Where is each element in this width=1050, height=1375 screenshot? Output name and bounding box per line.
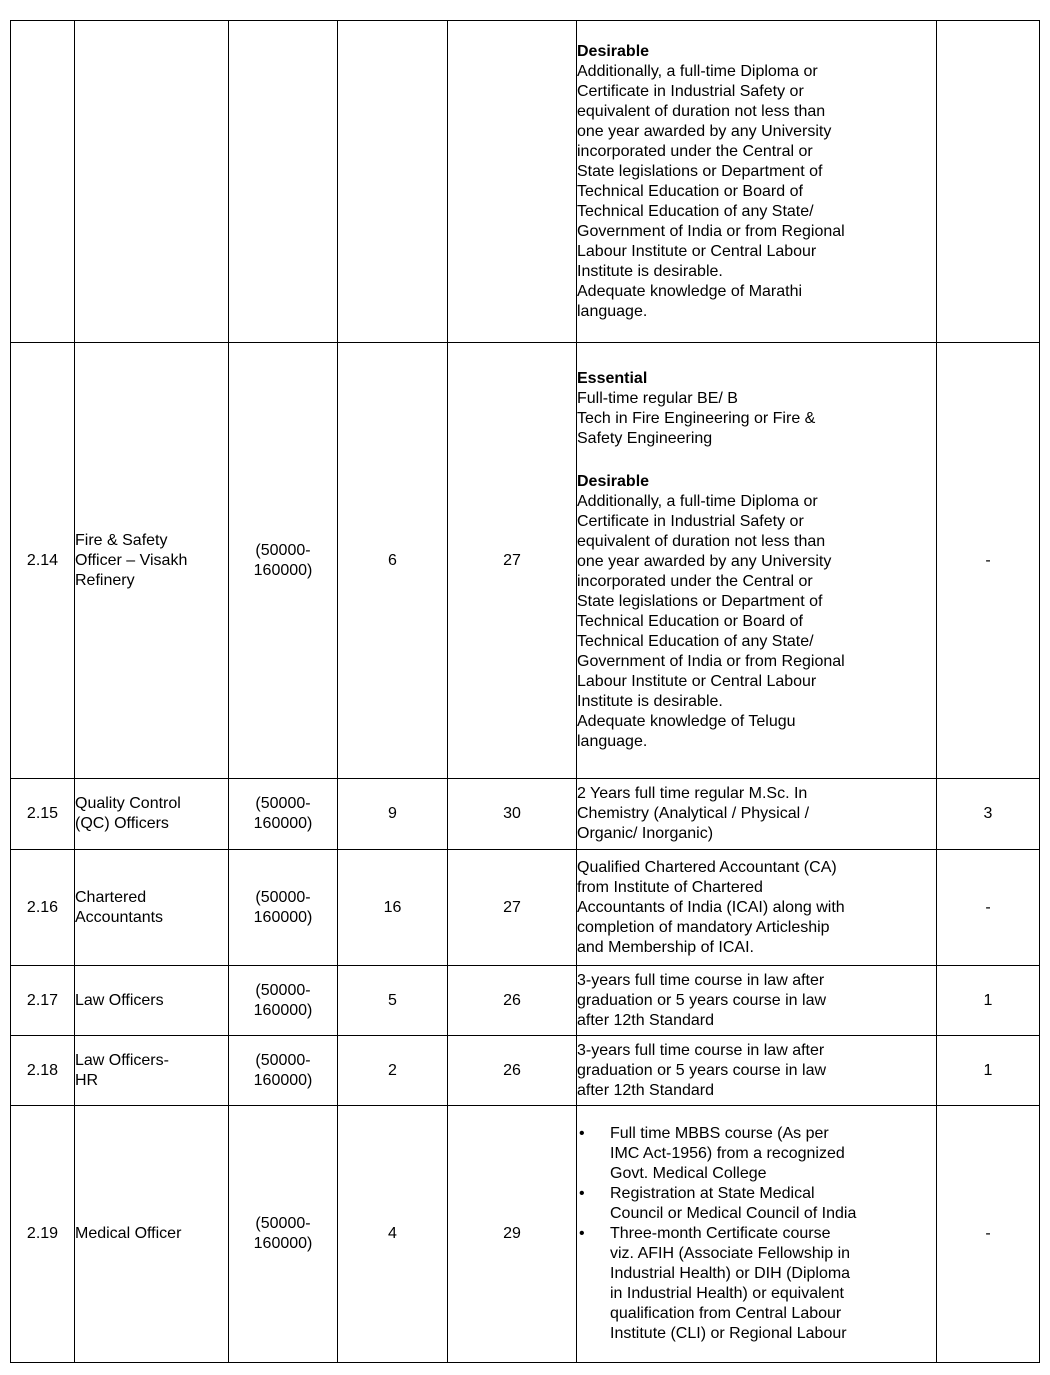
desirable-heading: Desirable xyxy=(577,42,650,60)
table-row xyxy=(11,1106,1040,1363)
qualification-line: completion of mandatory Articleship xyxy=(577,918,830,936)
qualification-line: Government of India or from Regional xyxy=(577,653,845,670)
pay-scale-cell xyxy=(229,21,338,343)
desirable-heading: Desirable xyxy=(577,473,650,490)
qualification-line: equivalent of duration not less than xyxy=(577,533,826,550)
recruitment-table xyxy=(10,20,1040,1363)
table-row xyxy=(11,1036,1040,1106)
experience-cell: - xyxy=(937,1106,1040,1363)
qualification-line: Adequate knowledge of Marathi xyxy=(577,282,803,300)
experience-cell: - xyxy=(937,850,1040,966)
qualification-line: Safety Engineering xyxy=(577,430,713,447)
table-row xyxy=(11,779,1040,850)
qualification-line: Qualified Chartered Accountant (CA) xyxy=(577,858,837,876)
qualification-line: Council or Medical Council of India xyxy=(610,1205,857,1222)
pay-scale-line: (50000- xyxy=(255,795,311,812)
pay-scale-cell xyxy=(229,779,338,850)
vacancies-cell: 16 xyxy=(338,850,448,966)
pay-scale-line: 160000) xyxy=(253,1071,313,1089)
qualification-line: Industrial Health) or DIH (Diploma xyxy=(610,1265,851,1282)
qualification-line: one year awarded by any University xyxy=(577,553,832,570)
qualification-line: one year awarded by any University xyxy=(577,122,832,140)
qualification-line: qualification from Central Labour xyxy=(610,1305,842,1322)
qualification-line: incorporated under the Central or xyxy=(577,142,813,160)
qualification-cell xyxy=(577,779,937,850)
qualification-line: IMC Act-1956) from a recognized xyxy=(610,1145,845,1162)
post-name-line: Medical Officer xyxy=(75,1225,182,1242)
pay-scale-cell xyxy=(229,1036,338,1106)
qualification-line: Accountants of India (ICAI) along with xyxy=(577,898,845,916)
post-name-cell xyxy=(75,779,229,850)
qualification-line: Adequate knowledge of Telugu xyxy=(577,713,796,730)
qualification-line: Technical Education or Board of xyxy=(577,182,803,200)
pay-scale-cell xyxy=(229,343,338,779)
qualification-line: incorporated under the Central or xyxy=(577,573,813,590)
age-limit-cell xyxy=(448,21,577,343)
serial-number-cell: 2.16 xyxy=(11,850,75,966)
pay-scale-cell xyxy=(229,1106,338,1363)
list-item xyxy=(577,1184,936,1224)
qualification-line: equivalent of duration not less than xyxy=(577,102,826,120)
bullet-icon: • xyxy=(579,1185,585,1202)
bullet-icon: • xyxy=(579,1125,585,1142)
vacancies-cell: 4 xyxy=(338,1106,448,1363)
list-item xyxy=(577,1224,936,1344)
table-row xyxy=(11,21,1040,343)
qualification-line: Full-time regular BE/ B xyxy=(577,390,738,407)
qualification-cell xyxy=(577,850,937,966)
pay-scale-line: (50000- xyxy=(255,1051,311,1069)
qualification-line: in Industrial Health) or equivalent xyxy=(610,1285,844,1302)
experience-cell: - xyxy=(937,343,1040,779)
qualification-line: Tech in Fire Engineering or Fire & xyxy=(577,410,816,427)
qualification-line: 3-years full time course in law after xyxy=(577,971,825,989)
qualification-line: Technical Education of any State/ xyxy=(577,633,814,650)
age-limit-cell: 26 xyxy=(448,966,577,1036)
age-limit-cell: 26 xyxy=(448,1036,577,1106)
post-name-line: Accountants xyxy=(75,908,164,926)
pay-scale-line: (50000- xyxy=(255,981,311,999)
pay-scale-line: (50000- xyxy=(255,888,311,906)
post-name-cell xyxy=(75,1036,229,1106)
qualification-cell xyxy=(577,343,937,779)
qualification-line: Labour Institute or Central Labour xyxy=(577,673,817,690)
table-row xyxy=(11,850,1040,966)
qualification-line: State legislations or Department of xyxy=(577,593,823,610)
qualification-line: Technical Education of any State/ xyxy=(577,202,814,220)
qualification-line: Organic/ Inorganic) xyxy=(577,825,714,842)
qualification-line: Labour Institute or Central Labour xyxy=(577,242,817,260)
vacancies-cell: 2 xyxy=(338,1036,448,1106)
post-name-line: Law Officers- xyxy=(75,1051,169,1069)
post-name-cell xyxy=(75,343,229,779)
qualification-line: Additionally, a full-time Diploma or xyxy=(577,62,818,80)
list-item xyxy=(577,1124,936,1184)
post-name-line: Fire & Safety xyxy=(75,531,168,549)
pay-scale-line: 160000) xyxy=(253,1235,313,1252)
age-limit-cell: 30 xyxy=(448,779,577,850)
post-name-line: Quality Control xyxy=(75,795,181,812)
experience-cell: 3 xyxy=(937,779,1040,850)
qualification-line: viz. AFIH (Associate Fellowship in xyxy=(610,1245,851,1262)
post-name-line: Chartered xyxy=(75,888,147,906)
experience-cell: 1 xyxy=(937,966,1040,1036)
experience-cell: 1 xyxy=(937,1036,1040,1106)
qualification-cell xyxy=(577,966,937,1036)
qualification-bullet-list xyxy=(577,1124,936,1344)
qualification-line: language. xyxy=(577,733,648,750)
qualification-line: Govt. Medical College xyxy=(610,1165,767,1182)
pay-scale-line: 160000) xyxy=(253,815,313,832)
post-name-line: (QC) Officers xyxy=(75,815,169,832)
qualification-line: Additionally, a full-time Diploma or xyxy=(577,493,818,510)
bullet-icon: • xyxy=(579,1225,585,1242)
qualification-line: Three-month Certificate course xyxy=(610,1225,831,1242)
qualification-line: 3-years full time course in law after xyxy=(577,1041,825,1059)
qualification-line: Institute is desirable. xyxy=(577,262,723,280)
pay-scale-line: (50000- xyxy=(255,541,311,559)
qualification-line: after 12th Standard xyxy=(577,1011,714,1029)
qualification-line: Full time MBBS course (As per xyxy=(610,1125,829,1142)
pay-scale-cell xyxy=(229,850,338,966)
post-name-cell xyxy=(75,850,229,966)
qualification-cell xyxy=(577,1106,937,1363)
pay-scale-line: 160000) xyxy=(253,908,313,926)
experience-cell xyxy=(937,21,1040,343)
pay-scale-line: (50000- xyxy=(255,1215,311,1232)
serial-number-cell xyxy=(11,21,75,343)
qualification-line: from Institute of Chartered xyxy=(577,878,763,896)
serial-number-cell: 2.14 xyxy=(11,343,75,779)
qualification-line: graduation or 5 years course in law xyxy=(577,1061,827,1079)
age-limit-cell: 27 xyxy=(448,343,577,779)
post-name-line: Law Officers xyxy=(75,991,164,1009)
qualification-line: Certificate in Industrial Safety or xyxy=(577,513,804,530)
qualification-line: language. xyxy=(577,302,648,320)
serial-number-cell: 2.17 xyxy=(11,966,75,1036)
qualification-line: Certificate in Industrial Safety or xyxy=(577,82,804,100)
table-row xyxy=(11,343,1040,779)
vacancies-cell: 5 xyxy=(338,966,448,1036)
qualification-line: Chemistry (Analytical / Physical / xyxy=(577,805,810,822)
desirable-text xyxy=(577,62,936,322)
qualification-cell xyxy=(577,21,937,343)
pay-scale-line: 160000) xyxy=(253,561,313,579)
serial-number-cell: 2.15 xyxy=(11,779,75,850)
qualification-line: State legislations or Department of xyxy=(577,162,823,180)
post-name-cell xyxy=(75,966,229,1036)
qualification-line: and Membership of ICAI. xyxy=(577,938,754,956)
post-name-line: Refinery xyxy=(75,571,135,589)
post-name-line: Officer – Visakh xyxy=(75,551,188,569)
qualification-line: Technical Education or Board of xyxy=(577,613,803,630)
vacancies-cell: 9 xyxy=(338,779,448,850)
qualification-line: graduation or 5 years course in law xyxy=(577,991,827,1009)
essential-heading: Essential xyxy=(577,370,648,387)
pay-scale-cell xyxy=(229,966,338,1036)
table-row xyxy=(11,966,1040,1036)
qualification-line: Registration at State Medical xyxy=(610,1185,815,1202)
serial-number-cell: 2.19 xyxy=(11,1106,75,1363)
age-limit-cell: 29 xyxy=(448,1106,577,1363)
qualification-cell xyxy=(577,1036,937,1106)
qualification-line: 2 Years full time regular M.Sc. In xyxy=(577,785,808,802)
spacer xyxy=(577,449,936,472)
pay-scale-line: 160000) xyxy=(253,1001,313,1019)
serial-number-cell: 2.18 xyxy=(11,1036,75,1106)
vacancies-cell: 6 xyxy=(338,343,448,779)
qualification-line: Government of India or from Regional xyxy=(577,222,845,240)
qualification-line: after 12th Standard xyxy=(577,1081,714,1099)
qualification-line: Institute is desirable. xyxy=(577,693,723,710)
vacancies-cell xyxy=(338,21,448,343)
post-name-cell xyxy=(75,21,229,343)
post-name-cell xyxy=(75,1106,229,1363)
qualification-line: Institute (CLI) or Regional Labour xyxy=(610,1325,847,1342)
post-name-line: HR xyxy=(75,1071,99,1089)
age-limit-cell: 27 xyxy=(448,850,577,966)
